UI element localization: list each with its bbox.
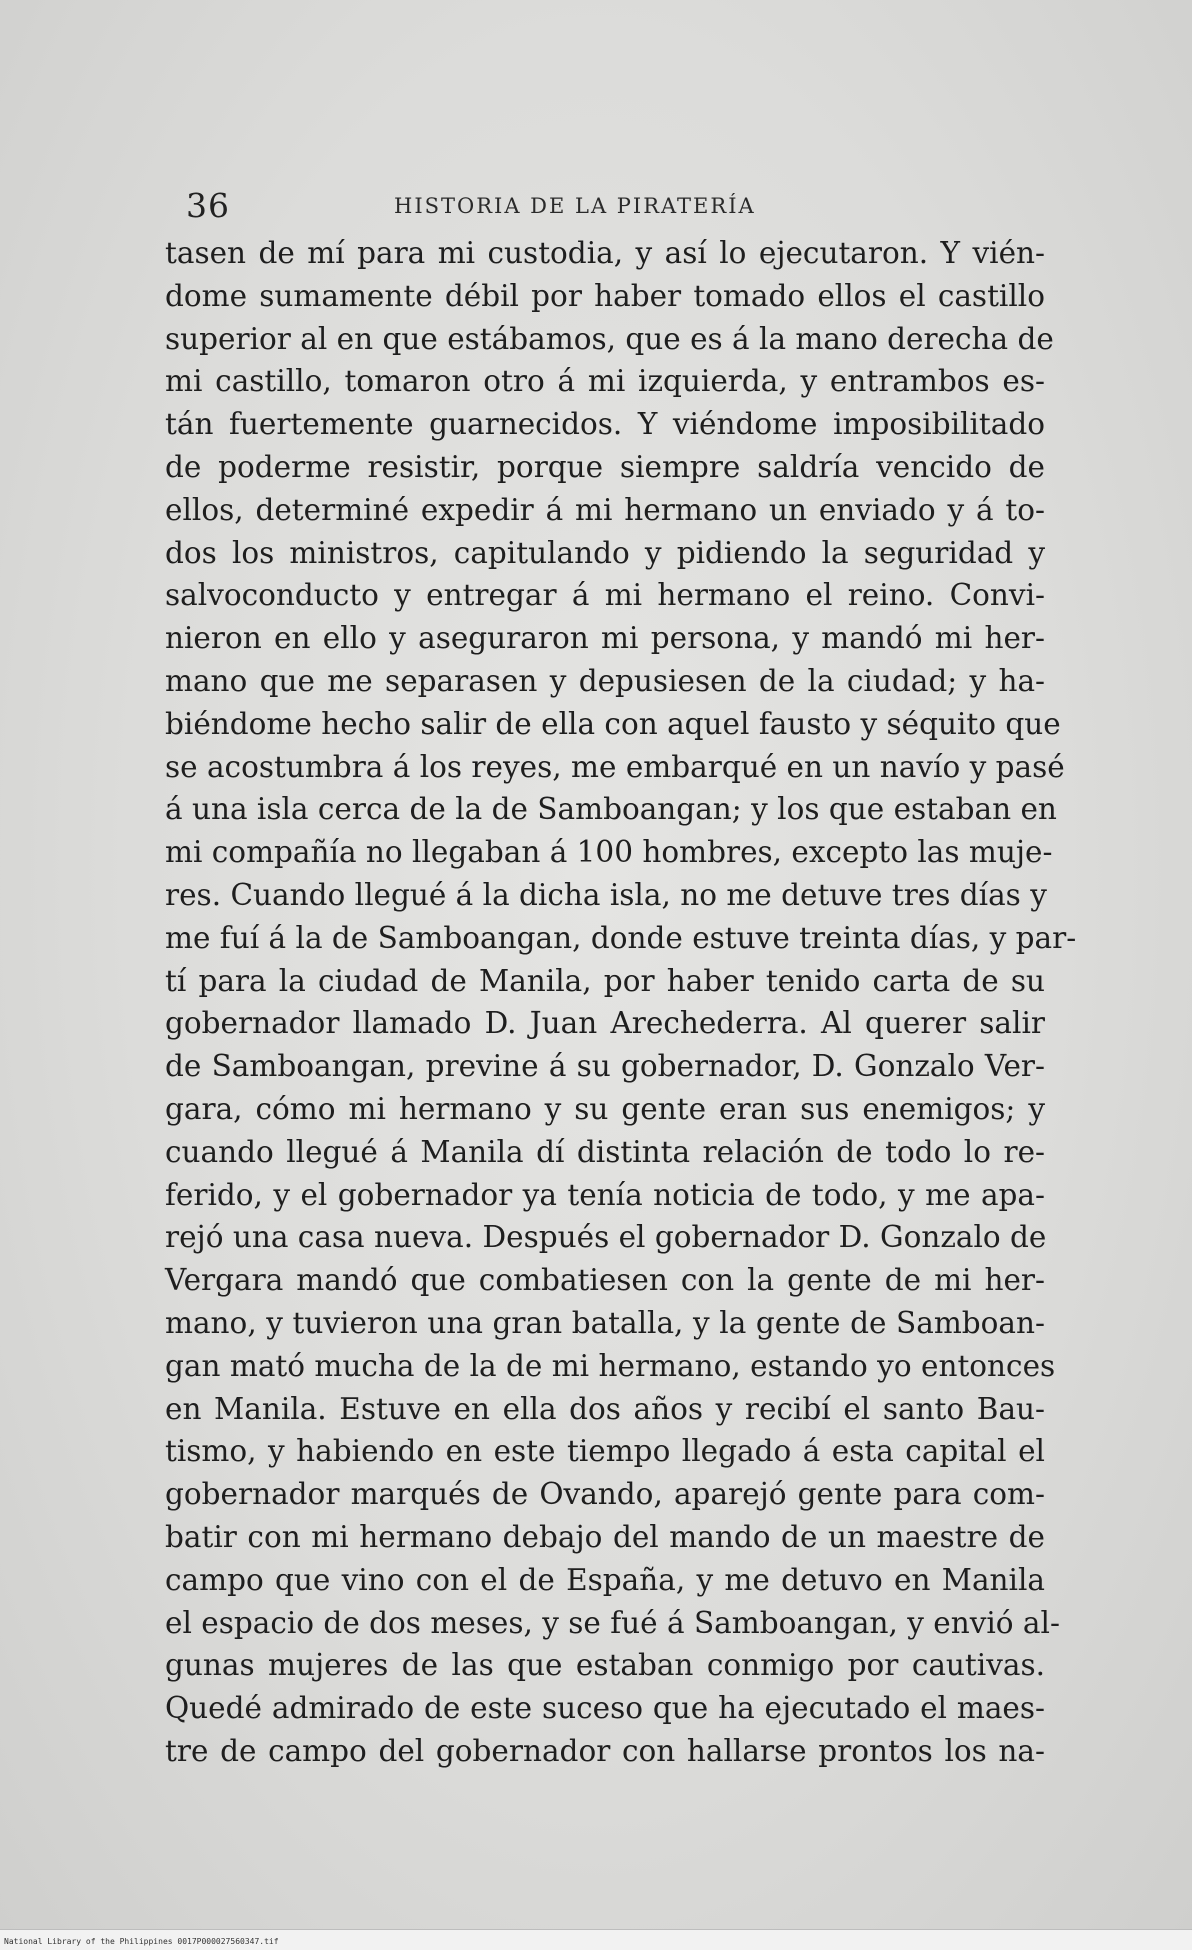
text-line: gobernador llamado D. Juan Arechederra. Al querer salir	[165, 1006, 1045, 1041]
body-text	[165, 232, 1077, 1773]
text-line: superior al en que estábamos, que es á la mano derecha de	[165, 321, 1054, 356]
text-line: de poderme resistir, porque siempre saldría vencido de	[165, 449, 1045, 484]
text-line: gara, cómo mi hermano y su gente eran sus enemigos; y	[165, 1091, 1045, 1126]
text-line: mi compañía no llegaban á 100 hombres, excepto las muje-	[165, 835, 1053, 870]
text-line: en Manila. Estuve en ella dos años y recibí el santo Bau-	[165, 1391, 1045, 1426]
text-line: gobernador marqués de Ovando, aparejó gente para com-	[165, 1477, 1045, 1512]
text-line: tán fuertemente guarnecidos. Y viéndome imposibilitado	[165, 407, 1045, 442]
text-line: ellos, determiné expedir á mi hermano un enviado y á to-	[165, 492, 1045, 527]
text-line: tre de campo del gobernador con hallarse prontos los na-	[165, 1733, 1045, 1768]
text-line: de Samboangan, previne á su gobernador, D. Gonzalo Ver-	[165, 1049, 1045, 1084]
page-number: 36	[186, 186, 230, 225]
text-line: mi castillo, tomaron otro á mi izquierda, y entrambos es-	[165, 364, 1045, 399]
text-line: mano, y tuvieron una gran batalla, y la gente de Samboan-	[165, 1305, 1045, 1340]
text-line: Quedé admirado de este suceso que ha ejecutado el maes-	[165, 1691, 1045, 1726]
text-line: se acostumbra á los reyes, me embarqué en un navío y pasé	[165, 749, 1065, 784]
text-line: mano que me separasen y depusiesen de la ciudad; y ha-	[165, 663, 1045, 698]
text-line: ferido, y el gobernador ya tenía noticia de todo, y me apa-	[165, 1177, 1045, 1212]
text-line: tí para la ciudad de Manila, por haber tenido carta de su	[165, 963, 1045, 998]
text-line: batir con mi hermano debajo del mando de un maestre de	[165, 1519, 1045, 1554]
text-line: res. Cuando llegué á la dicha isla, no me detuve tres días y	[165, 877, 1047, 912]
text-line: campo que vino con el de España, y me detuvo en Manila	[165, 1562, 1045, 1597]
text-line: gunas mujeres de las que estaban conmigo por cautivas.	[165, 1648, 1045, 1683]
text-line: dome sumamente débil por haber tomado ellos el castillo	[165, 278, 1045, 313]
scan-footer-text: National Library of the Philippines 0017P000027560347.tif	[4, 1937, 279, 1946]
text-line: nieron en ello y aseguraron mi persona, y mandó mi her-	[165, 621, 1045, 656]
text-line: tasen de mí para mi custodia, y así lo ejecutaron. Y vién-	[165, 236, 1045, 270]
text-line: biéndome hecho salir de ella con aquel fausto y séquito que	[165, 706, 1061, 741]
text-line: el espacio de dos meses, y se fué á Samboangan, y envió al-	[165, 1605, 1060, 1640]
text-line: tismo, y habiendo en este tiempo llegado á esta capital el	[165, 1434, 1045, 1469]
text-line: cuando llegué á Manila dí distinta relación de todo lo re-	[165, 1134, 1045, 1169]
page-header	[186, 186, 1006, 226]
text-line: á una isla cerca de la de Samboangan; y los que estaban en	[165, 792, 1057, 827]
scan-footer	[0, 1929, 1192, 1950]
text-line: gan mató mucha de la de mi hermano, estando yo entonces	[165, 1348, 1056, 1383]
text-line: Vergara mandó que combatiesen con la gente de mi her-	[165, 1263, 1045, 1298]
text-line: salvoconducto y entregar á mi hermano el reino. Convi-	[165, 578, 1045, 613]
text-line: rejó una casa nueva. Después el gobernador D. Gonzalo de	[165, 1220, 1047, 1255]
text-line: me fuí á la de Samboangan, donde estuve treinta días, y par-	[165, 920, 1077, 955]
running-title: HISTORIA DE LA PIRATERÍA	[394, 194, 756, 218]
text-line: dos los ministros, capitulando y pidiendo la seguridad y	[165, 535, 1045, 570]
